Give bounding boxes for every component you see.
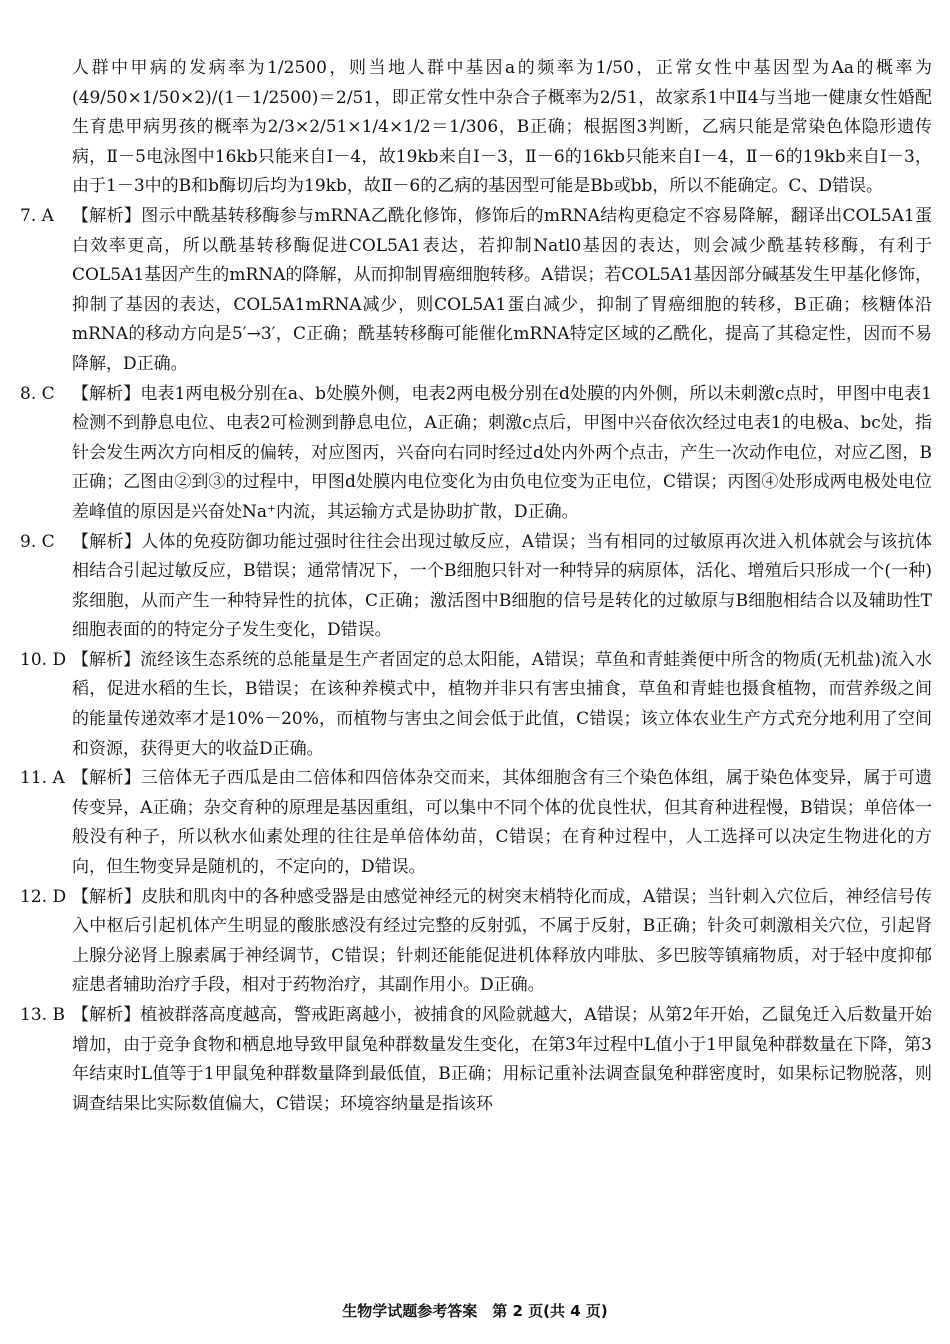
answer-item-9: [20, 528, 932, 646]
answer-number: 9. C: [20, 531, 55, 552]
answer-explanation: 【解析】人体的免疫防御功能过强时往往会出现过敏反应，A错误；当有相同的过敏原再次进入机体就会与该抗体相结合引起过敏反应，B错误；通常情况下，一个B细胞只针对一种特异的病原体，活化、增殖后只形成一个(一种)浆细胞，从而产生一种特异性的抗体，C正确；激活图中B细胞的信号是转化的过敏原与B细胞相结合以及辅助性T细胞表面的的特定分子发生变化，D错误。: [72, 531, 932, 641]
answer-explanation: 【解析】植被群落高度越高，警戒距离越小，被捕食的风险就越大，A错误；从第2年开始，乙鼠兔迁入后数量开始增加，由于竞争食物和栖息地导致甲鼠兔种群数量发生变化，在第3年过程中L值小于1甲鼠兔种群数量在下降，第3年结束时L值等于1甲鼠兔种群数量降到最低值，B正确；用标记重补法调查鼠兔种群密度时，如果标记物脱落，则调查结果比实际数值偏大，C错误；环境容纳量是指该环: [72, 1005, 932, 1114]
page-footer: 生物学试题参考答案 第 2 页(共 4 页): [342, 1302, 608, 1320]
answer-explanation: 【解析】三倍体无子西瓜是由二倍体和四倍体杂交而来，其体细胞含有三个染色体组，属于染色体变异，属于可遗传变异，A正确；杂交育种的原理是基因重组，可以集中不同个体的优良性状，但其育种进程慢，B错误；单倍体一般没有种子，所以秋水仙素处理的往往是单倍体幼苗，C错误；在育种过程中，人工选择可以决定生物进化的方向，但生物变异是随机的，不定向的，D错误。: [72, 768, 932, 878]
answer-item-10: [20, 646, 932, 764]
answer-number: 12. D: [20, 886, 67, 907]
answer-item-12: [20, 883, 932, 1001]
answer-number: 10. D: [20, 649, 67, 670]
answer-item-13: [20, 1001, 932, 1119]
answer-item-7: [20, 202, 932, 380]
answer-explanation: 【解析】皮肤和肌肉中的各种感受器是由感觉神经元的树突末梢特化而成，A错误；当针刺入穴位后，神经信号传入中枢后引起机体产生明显的酸胀感没有经过完整的反射弧，不属于反射，B正确；针灸可刺激相关穴位，引起肾上腺分泌肾上腺素属于神经调节，C错误；针刺还能能促进机体释放内啡肽、多巴胺等镇痛物质，对于轻中度抑郁症患者辅助治疗手段，相对于药物治疗，其副作用小。D正确。: [72, 886, 932, 996]
answer-item-8: [20, 380, 932, 528]
answer-content: [20, 54, 932, 1119]
answer-number: 7. A: [20, 205, 54, 226]
answer-explanation: 【解析】流经该生态系统的总能量是生产者固定的总太阳能，A错误；草鱼和青蛙粪便中所含的物质(无机盐)流入水稻，促进水稻的生长，B错误；在该种养模式中，植物并非只有害虫捕食，草鱼和青蛙也摄食植物，而营养级之间的能量传递效率才是10%－20%，而植物与害虫之间会低于此值，C错误；该立体农业生产方式充分地利用了空间和资源，获得更大的收益D正确。: [72, 649, 932, 759]
continued-text: 人群中甲病的发病率为1/2500，则当地人群中基因a的频率为1/50，正常女性中基因型为Aa的概率为(49/50×1/50×2)/(1－1/2500)＝2/51，即正常女性中杂合子概率为2/51，故家系1中Ⅱ4与当地一健康女性婚配生育患甲病男孩的概率为2/3×2/51×1/4×1/2＝1/306，B正确；根据图3判断，乙病只能是常染色体隐形遗传病，Ⅱ－5电泳图中16kb只能来自Ⅰ－4，故19kb来自Ⅰ－3，Ⅱ－6的16kb只能来自Ⅰ－4，Ⅱ－6的19kb来自Ⅰ－3，由于1－3中的B和b酶切后均为19kb，故Ⅱ－6的乙病的基因型可能是Bb或bb，所以不能确定。C、D错误。: [72, 58, 932, 197]
answer-explanation: 【解析】电表1两电极分别在a、b处膜外侧，电表2两电极分别在d处膜的内外侧，所以未刺激c点时，甲图中电表1检测不到静息电位、电表2可检测到静息电位，A正确；刺激c点后，甲图中兴奋依次经过电表1的电极a、bc处，指针会发生两次方向相反的偏转，对应图丙，兴奋向右同时经过d处内外两个点击，产生一次动作电位，对应乙图，B正确；乙图由②到③的过程中，甲图d处膜内电位变化为由负电位变为正电位，C错误；丙图④处形成两电极处电位差峰值的原因是兴奋处Na⁺内流，其运输方式是协助扩散，D正确。: [72, 383, 932, 522]
answer-explanation: 【解析】图示中酰基转移酶参与mRNA乙酰化修饰，修饰后的mRNA结构更稳定不容易降解，翻译出COL5A1蛋白效率更高，所以酰基转移酶促进COL5A1表达，若抑制Natl0基因的表达，则会减少酰基转移酶，有利于COL5A1基因产生的mRNA的降解，从而抑制胃癌细胞转移。A错误；若COL5A1基因部分碱基发生甲基化修饰，抑制了基因的表达，COL5A1mRNA减少，则COL5A1蛋白减少，抑制了胃癌细胞的转移，B正确；核糖体沿mRNA的移动方向是5′→3′，C正确；酰基转移酶可能催化mRNA特定区域的乙酰化，提高了其稳定性，因而不易降解，D正确。: [72, 205, 932, 374]
answer-number: 8. C: [20, 383, 55, 404]
answer-item-11: [20, 764, 932, 882]
answer-number: 11. A: [20, 768, 65, 789]
answer-number: 13. B: [20, 1005, 65, 1025]
continued-paragraph: [20, 54, 932, 202]
